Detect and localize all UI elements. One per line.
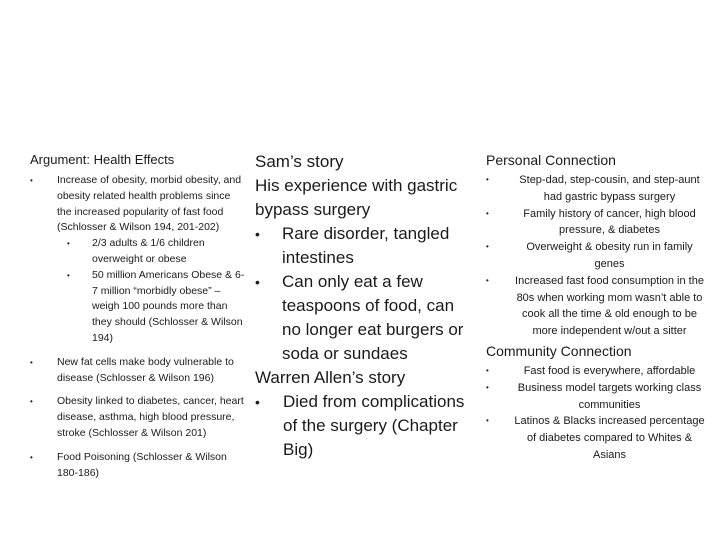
sub-list-item [57, 268, 245, 347]
bullet-icon: • [486, 242, 489, 252]
list-item [486, 273, 708, 340]
connections-column [486, 151, 708, 464]
bullet-icon: • [30, 452, 33, 462]
bullet-icon: • [486, 382, 489, 392]
health-effects-column [30, 152, 245, 481]
bullet-icon: • [486, 208, 489, 218]
list-item [486, 239, 708, 273]
bullet-icon: • [486, 365, 489, 375]
list-item [255, 270, 477, 366]
warren-allen-story-heading: Warren Allen’s story [255, 368, 406, 387]
bullet-icon: • [255, 394, 260, 410]
bullet-icon: • [486, 175, 489, 184]
list-item [486, 206, 708, 240]
bullet-icon: • [30, 176, 33, 185]
list-item [30, 450, 245, 482]
list-item [486, 413, 708, 463]
list-item [255, 222, 477, 270]
list-item-text: Rare disorder, tangled intestines [282, 224, 450, 267]
bullet-icon: • [30, 397, 33, 407]
list-item [486, 380, 708, 414]
list-item [486, 172, 708, 206]
list-item-text: Business model targets working class communities [517, 381, 702, 411]
list-item-text: 2/3 adults & 1/6 children overweight or obese [92, 237, 205, 265]
list-item-text: Increased fast food consumption in the 80s when working mom wasn’t able to cook all the time & old enough to be more independent w/out a sitter [515, 274, 704, 338]
list-item-text: Fast food is everywhere, affordable [523, 364, 696, 377]
bullet-icon: • [67, 270, 70, 280]
warren-allen-story-list [255, 390, 477, 462]
bullet-icon: • [486, 275, 489, 285]
health-effects-heading: Argument: Health Effects [30, 152, 175, 167]
list-item-text: Overweight & obesity run in family genes [526, 241, 693, 270]
list-item [30, 355, 245, 387]
bullet-icon: • [255, 274, 260, 290]
bullet-icon: • [67, 239, 70, 249]
list-item-text: Latinos & Blacks increased percentage of diabetes compared to Whites & Asians [514, 415, 705, 461]
list-item [30, 173, 245, 347]
personal-connection-heading: Personal Connection [486, 152, 616, 168]
sams-story-heading: Sam’s story [255, 152, 344, 171]
health-effects-list [30, 173, 245, 481]
list-item-text: Obesity linked to diabetes, cancer, heart disease, asthma, high blood pressure, stroke (Schlosser & Wilson 201) [57, 395, 244, 439]
sub-list-item [57, 236, 245, 268]
bullet-icon: • [486, 416, 489, 426]
stories-column [255, 150, 477, 462]
community-connection-list [486, 363, 708, 464]
list-item-text: 50 million Americans Obese & 6-7 million “morbidly obese” – weigh 100 pounds more than they should (Schlosser & Wilson 194) [92, 268, 245, 344]
list-item-text: Died from complications of the surgery (Chapter Big) [283, 392, 465, 459]
list-item [486, 363, 708, 380]
list-item-text: Family history of cancer, high blood pressure, & diabetes [523, 207, 696, 237]
sub-list [57, 236, 245, 347]
bullet-icon: • [255, 226, 260, 242]
list-item [255, 390, 477, 462]
list-item [30, 394, 245, 441]
list-item-text: Can only eat a few teaspoons of food, can no longer eat burgers or soda or sundaes [282, 272, 464, 363]
list-item-text: Food Poisoning (Schlosser & Wilson 180-186) [57, 450, 227, 479]
sams-story-list [255, 222, 477, 366]
list-item-text: Step-dad, step-cousin, and step-aunt had gastric bypass surgery [519, 174, 700, 203]
sams-story-intro: His experience with gastric bypass surgery [255, 176, 458, 219]
personal-connection-list [486, 172, 708, 340]
bullet-icon: • [30, 357, 33, 367]
list-item-text: New fat cells make body vulnerable to disease (Schlosser & Wilson 196) [57, 355, 234, 384]
community-connection-heading: Community Connection [486, 342, 632, 359]
list-item-text: Increase of obesity, morbid obesity, and obesity related health problems since the increased popularity of fast food (Schlosser & Wilson 194, 201-202) [57, 174, 242, 234]
